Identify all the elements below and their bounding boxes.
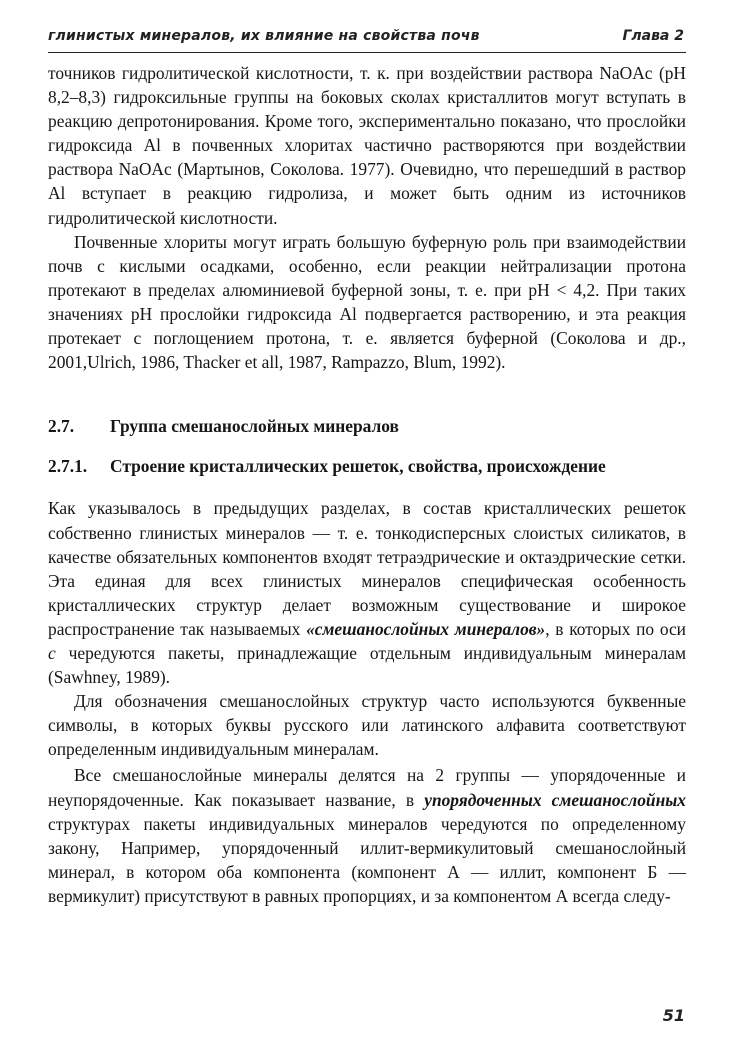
paragraph-5: [48, 763, 686, 908]
running-head-title: глинистых минералов, их влияние на свойства почв: [48, 28, 480, 44]
paragraph-5-text-a: Все смешанослойные минералы делятся на 2 группы — упорядоченные и неупорядоченные. Как показывает название, в: [48, 765, 686, 810]
page-number: 51: [662, 1006, 685, 1025]
paragraph-2: Почвенные хлориты могут играть большую буферную роль при взаимодействии почв с кислыми осадками, особенно, если реакции нейтрализации протона протекают в пределах алюминиевой буферной зоны, т. е. при pH < 4,2. При таких значениях pH прослойки гидроксида Al подвергается растворению, и эта реакция протекает с поглощением протона, т. е. является буферной (Соколова и др., 2001,Ulrich, 1986, Thacker et all, 1987, Rampazzo, Blum, 1992).: [48, 231, 686, 373]
subsection-number: 2.7.1.: [48, 456, 88, 477]
section-heading-2-7-1: [48, 454, 686, 478]
paragraph-3-text-c: чередуются пакеты, принадлежащие отдельным индивидуальным минералам (Sawhney, 1989).: [48, 642, 686, 688]
paragraph-3-text-b: , в которых по оси: [545, 618, 686, 639]
section-heading-2-7: [48, 414, 686, 438]
page: [48, 28, 686, 908]
running-head-chapter: Глава 2: [622, 28, 684, 44]
paragraph-5-emphasis: упорядоченных смешанослойных: [424, 789, 686, 810]
paragraph-3-emphasis: «смешанослойных минералов»: [306, 618, 546, 639]
subsection-title: Строение кристаллических решеток, свойства, происхождение: [110, 456, 606, 477]
running-head: [48, 28, 686, 53]
paragraph-3-axis: c: [48, 642, 56, 663]
paragraph-3: [48, 496, 686, 689]
paragraph-1: точников гидролитической кислотности, т. к. при воздействии раствора NaOAc (pH 8,2–8,3) гидроксильные группы на боковых сколах кристаллитов могут вступать в реакцию депротонирования. Кроме того, экспериментально показано, что прослойки гидроксида Al в почвенных хлоритах частично растворяются при воздействии раствора NaOAc (Мартынов, Соколова. 1977). Очевидно, что перешедший в раствор Al вступает в реакцию гидролиза, и может быть одним из источников гидролитической кислотности.: [48, 63, 686, 228]
section-number: 2.7.: [48, 416, 75, 437]
paragraph-3-text-a: Как указывалось в предыдущих разделах, в состав кристаллических решеток собственно глинистых минералов — т. е. тонкодисперсных слоистых силикатов, в качестве обязательных компонентов входят тетраэдрические и октаэдрические сетки. Эта единая для всех глинистых минералов специфическая особенность кристаллических структур делает возможным существование и широкое распространение так называемых: [48, 498, 686, 639]
section-title: Группа смешанослойных минералов: [110, 416, 399, 437]
paragraph-4: Для обозначения смешанослойных структур часто используются буквенные символы, в которых буквы русского или латинского алфавита соответствуют определенным индивидуальным минералам.: [48, 691, 686, 760]
paragraph-5-text-b: структурах пакеты индивидуальных минералов чередуются по определенному закону, Например, упорядоченный иллит-вермикулитовый смешанослойный минерал, в котором оба компонента (компонент А — иллит, компонент Б — вермикулит) присутствуют в равных пропорциях, и за компонентом А всегда следу-: [48, 813, 686, 906]
